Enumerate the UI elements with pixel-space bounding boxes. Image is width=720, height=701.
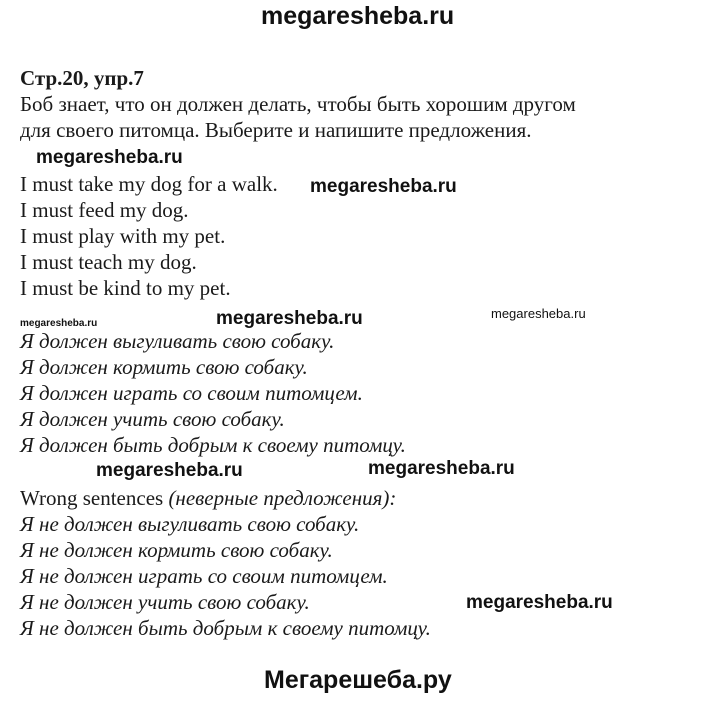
- watermark-inline: megaresheba.ru: [310, 176, 457, 197]
- translation-sentence: Я должен учить свою собаку.: [20, 407, 285, 431]
- translation-sentence: Я должен играть со своим питомцем.: [20, 381, 363, 405]
- translation-sentence: Я должен быть добрым к своему питомцу.: [20, 433, 406, 457]
- translation-sentence: Я должен выгуливать свою собаку.: [20, 329, 335, 353]
- watermark-small: megaresheba.ru: [20, 318, 98, 329]
- wrong-sentence: Я не должен быть добрым к своему питомцу.: [20, 616, 431, 640]
- english-sentence: I must feed my dog.: [20, 198, 189, 222]
- watermark-inline: megaresheba.ru: [36, 147, 183, 168]
- translation-sentence: Я должен кормить свою собаку.: [20, 355, 308, 379]
- watermark-bottom: Мегарешеба.ру: [264, 666, 452, 694]
- wrong-sentence: Я не должен учить свою собаку.: [20, 590, 310, 614]
- exercise-heading: Стр.20, упр.7: [20, 66, 144, 90]
- task-text-line-2: для своего питомца. Выберите и напишите предложения.: [20, 118, 532, 142]
- wrong-sentence: Я не должен выгуливать свою собаку.: [20, 512, 360, 536]
- english-sentence: I must teach my dog.: [20, 250, 197, 274]
- wrong-sentence: Я не должен кормить свою собаку.: [20, 538, 333, 562]
- watermark-inline: megaresheba.ru: [216, 308, 363, 329]
- english-sentence: I must be kind to my pet.: [20, 276, 231, 300]
- english-sentence: I must play with my pet.: [20, 224, 226, 248]
- watermark-top: megaresheba.ru: [261, 2, 455, 30]
- wrong-sentences-label: [20, 485, 396, 511]
- english-sentence: I must take my dog for a walk.: [20, 172, 278, 196]
- wrong-sentence: Я не должен играть со своим питомцем.: [20, 564, 388, 588]
- wrong-label: Wrong sentences: [20, 486, 164, 510]
- watermark-plain: megaresheba.ru: [491, 306, 586, 321]
- watermark-inline: megaresheba.ru: [368, 458, 515, 479]
- watermark-inline: megaresheba.ru: [96, 460, 243, 481]
- wrong-label-note: (неверные предложения):: [168, 486, 397, 510]
- task-text-line-1: Боб знает, что он должен делать, чтобы быть хорошим другом: [20, 92, 576, 116]
- watermark-inline: megaresheba.ru: [466, 592, 613, 613]
